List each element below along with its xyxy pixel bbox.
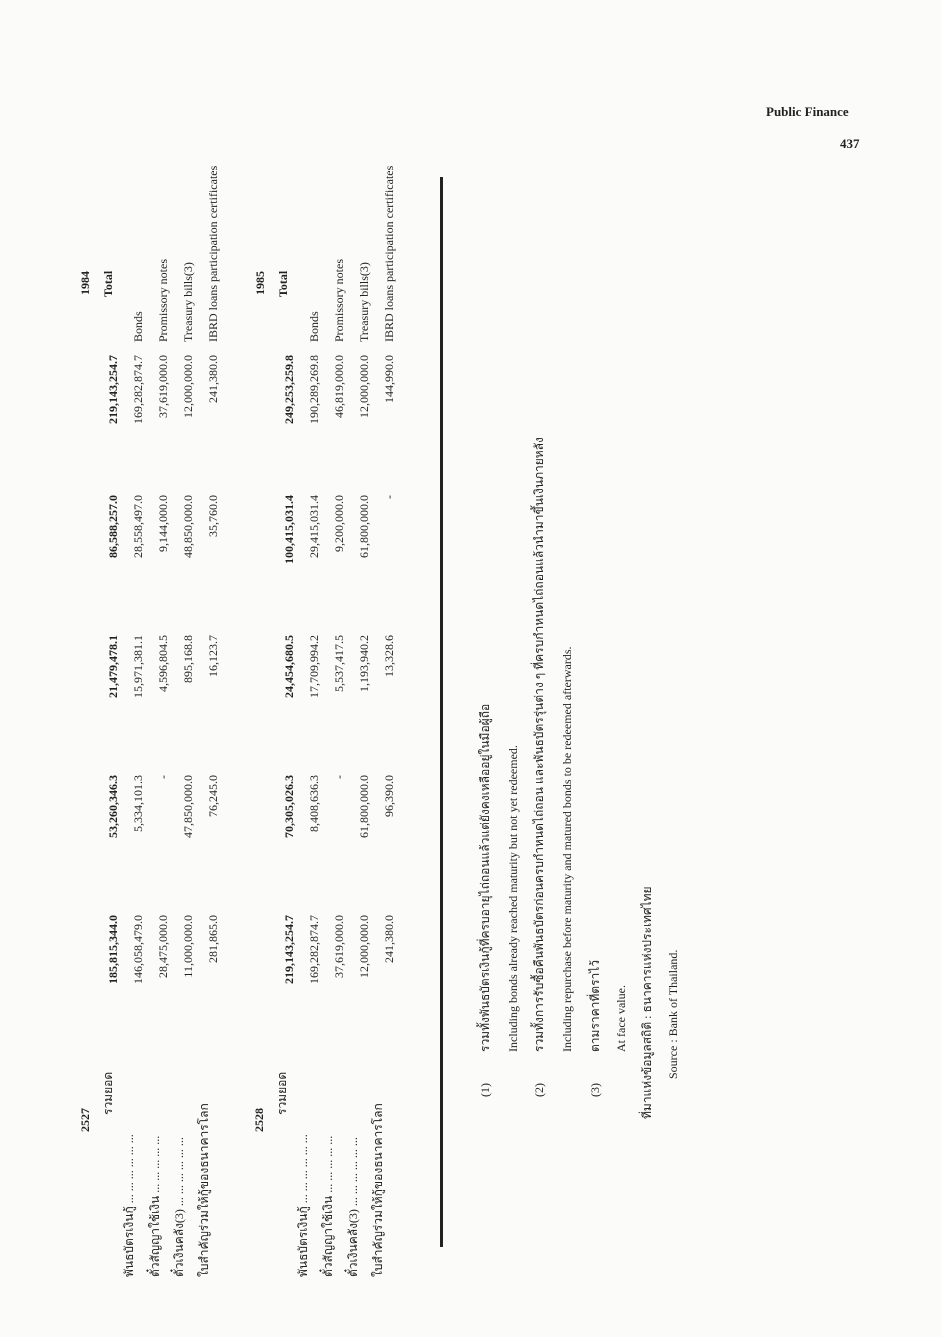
row-label-thai: ตั๋วสัญญาใช้เงิน ... ... ... ... ...	[148, 1135, 162, 1277]
value-cell: 24,454,680.5	[282, 635, 296, 698]
value-cell: 35,760.0	[206, 495, 220, 537]
value-cell: 96,390.0	[382, 775, 396, 817]
page-number: 437	[840, 136, 860, 151]
value-cell: 29,415,031.4	[307, 495, 321, 558]
value-cell: 100,415,031.4	[282, 495, 296, 564]
value-cell: 219,143,254.7	[106, 355, 120, 424]
value-cell: 47,850,000.0	[181, 775, 195, 838]
footnote-thai: รวมทั้งพันธบัตรเงินกู้ที่ครบอายุไถ่ถอนแล้วแต่ยังคงเหลืออยู่ในมือผู้ถือ	[478, 703, 492, 1052]
footnote-mark: (2)	[532, 1083, 546, 1097]
value-cell: 12,000,000.0	[357, 355, 371, 418]
value-cell: 61,800,000.0	[357, 495, 371, 558]
value-cell: 219,143,254.7	[282, 915, 296, 984]
footnote-en: Including repurchase before maturity and matured bonds to be redeemed afterwards.	[560, 646, 574, 1052]
row-label-thai: ใบสำคัญร่วมให้กู้ของธนาคารโลก	[371, 1103, 385, 1277]
value-cell: -	[382, 495, 396, 499]
value-cell: 46,819,000.0	[332, 355, 346, 418]
row-label-en: Promissory notes	[156, 258, 170, 342]
value-cell: 13,328.6	[382, 635, 396, 677]
value-cell: 5,537,417.5	[332, 635, 346, 692]
value-cell: 9,144,000.0	[156, 495, 170, 552]
row-label-thai: พันธบัตรเงินกู้ ... ... ... ... ... ...	[296, 1134, 310, 1277]
value-cell: 9,200,000.0	[332, 495, 346, 552]
total-label-thai: รวมยอด	[275, 1071, 289, 1115]
row-label-thai: ตั๋วเงินคลัง(3) ... ... ... ... ... ...	[346, 1137, 360, 1277]
footnote-mark: (3)	[588, 1083, 602, 1097]
value-cell: 241,380.0	[206, 355, 220, 403]
value-cell: 37,619,000.0	[332, 915, 346, 978]
value-cell: 169,282,874.7	[307, 915, 321, 984]
source-en: Source : Bank of Thailand.	[666, 949, 680, 1079]
value-cell: 8,408,636.3	[307, 775, 321, 832]
thai-year-label: 2528	[252, 1108, 266, 1132]
value-cell: 61,800,000.0	[357, 775, 371, 838]
value-cell: 169,282,874.7	[131, 355, 145, 424]
footnote-en: At face value.	[614, 985, 628, 1052]
row-label-en: Bonds	[131, 311, 145, 342]
value-cell: 144,990.0	[382, 355, 396, 403]
footnote-mark: (1)	[478, 1083, 492, 1097]
value-cell: 17,709,994.2	[307, 635, 321, 698]
row-label-thai: พันธบัตรเงินกู้ ... ... ... ... ... ...	[122, 1134, 136, 1277]
value-cell: 76,245.0	[206, 775, 220, 817]
en-year-label: 1984	[78, 271, 92, 295]
value-cell: 12,000,000.0	[357, 915, 371, 978]
value-cell: 190,289,269.8	[307, 355, 321, 424]
row-label-en: Treasury bills(3)	[181, 262, 195, 342]
value-cell: 21,479,478.1	[106, 635, 120, 698]
footnote-en: Including bonds already reached maturity but not yet redeemed.	[506, 745, 520, 1052]
row-label-en: IBRD loans participation certificates	[206, 165, 220, 342]
value-cell: 281,865.0	[206, 915, 220, 963]
running-header: Public Finance	[766, 104, 849, 119]
value-cell: 15,971,381.1	[131, 635, 145, 698]
en-year-label: 1985	[253, 271, 267, 295]
value-cell: 249,253,259.8	[282, 355, 296, 424]
value-cell: 146,058,479.0	[131, 915, 145, 984]
value-cell: 1,193,940.2	[357, 635, 371, 692]
value-cell: 895,168.8	[181, 635, 195, 683]
value-cell: 11,000,000.0	[181, 915, 195, 978]
footnote-thai: ตามราคาที่ตราไว้	[588, 959, 602, 1052]
value-cell: -	[332, 775, 346, 779]
footnote-rule	[440, 177, 443, 1247]
source-thai: ที่มาแห่งข้อมูลสถิติ : ธนาคารแห่งประเทศไทย	[640, 886, 654, 1119]
row-label-en: Bonds	[307, 311, 321, 342]
total-label-en: Total	[276, 270, 290, 297]
row-label-thai: ใบสำคัญร่วมให้กู้ของธนาคารโลก	[197, 1103, 211, 1277]
row-label-thai: ตั๋วสัญญาใช้เงิน ... ... ... ... ...	[321, 1135, 335, 1277]
row-label-en: Treasury bills(3)	[357, 262, 371, 342]
value-cell: 86,588,257.0	[106, 495, 120, 558]
total-label-thai: รวมยอด	[101, 1071, 115, 1115]
value-cell: 4,596,804.5	[156, 635, 170, 692]
value-cell: 28,558,497.0	[131, 495, 145, 558]
value-cell: 5,334,101.3	[131, 775, 145, 832]
value-cell: 28,475,000.0	[156, 915, 170, 978]
value-cell: -	[156, 775, 170, 779]
value-cell: 53,260,346.3	[106, 775, 120, 838]
value-cell: 241,380.0	[382, 915, 396, 963]
value-cell: 70,305,026.3	[282, 775, 296, 838]
row-label-thai: ตั๋วเงินคลัง(3) ... ... ... ... ... ...	[172, 1137, 186, 1277]
footnote-thai: รวมทั้งการรับซื้อคืนพันธบัตรก่อนครบกำหนดไถ่ถอน และพันธบัตรรุ่นต่าง ๆ ที่ครบกำหนดไถ่ถอนแล้วนำมาขึ้นเงินภายหลัง	[532, 437, 546, 1052]
value-cell: 16,123.7	[206, 635, 220, 677]
row-label-en: IBRD loans participation certificates	[382, 165, 396, 342]
row-label-en: Promissory notes	[332, 258, 346, 342]
value-cell: 48,850,000.0	[181, 495, 195, 558]
value-cell: 12,000,000.0	[181, 355, 195, 418]
value-cell: 37,619,000.0	[156, 355, 170, 418]
total-label-en: Total	[101, 270, 115, 297]
value-cell: 185,815,344.0	[106, 915, 120, 984]
thai-year-label: 2527	[78, 1108, 92, 1132]
